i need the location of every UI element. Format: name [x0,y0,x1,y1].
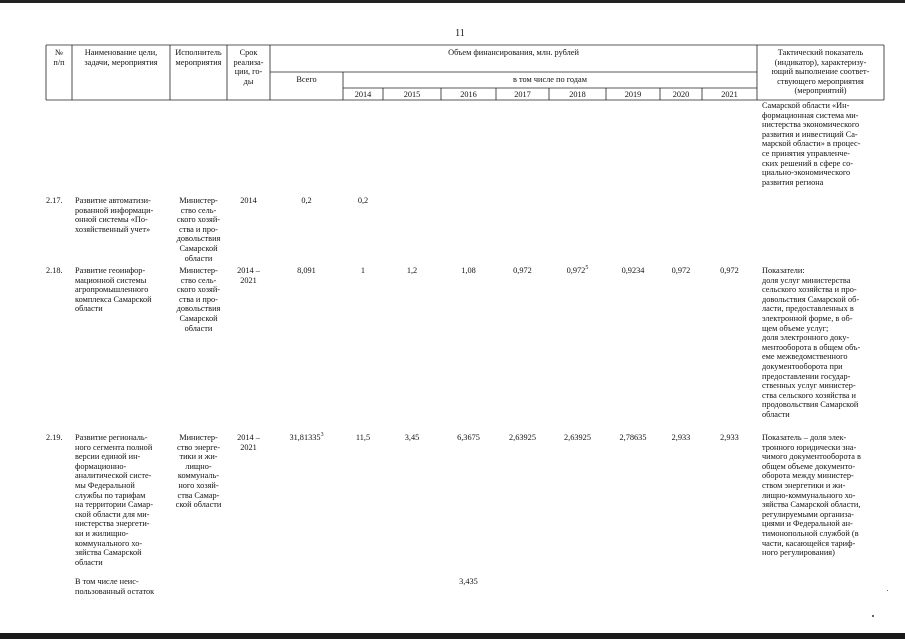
carryover-indicator: Самарской области «Ин- формационная система ми- нистерства экономического развития и инвестиций Са- марской области» в процес- се принятия управленче- ских решений в сфере со- циально-экономического развития региона [762,101,861,187]
header-year-2019: 2019 [624,90,642,99]
scan-speck [887,590,888,591]
row-2-18-num: 2.18. [46,266,63,275]
row-2-19-total [270,431,343,442]
header-year-2016: 2016 [460,90,477,99]
row-2-19-total-value: 31,81335 [289,432,321,442]
header-num: № п/п [53,48,65,67]
row-2-18-y2016: 1,08 [461,266,476,275]
header-year-2020: 2020 [672,90,690,99]
scan-bottom-edge [0,633,905,639]
header-executor: Исполнитель мероприятия [175,48,222,67]
header-indicator: Тактический показатель (индикатор), характеризу- ющий выполнение соответ- ствующего мероприятия (мероприятий) [771,48,870,96]
row-2-17-executor: Министер- ство сель- ского хозяй- ства и про- довольствия Самарской области [176,196,221,263]
row-2-17-name: Развитие автоматизи- рованной информаци- онной системы «По- хозяйственный учет» [75,196,154,234]
row-2-17-term: 2014 [240,196,257,205]
subrow-name: В том числе неис- пользованный остаток [75,577,155,596]
page-number: 11 [455,28,465,39]
row-2-19-executor: Министер- ство энерге- тики и жи- лищно- коммуналь- ного хозяй- ства Самар- ской области [175,433,222,510]
row-2-19-y2014: 11,5 [355,433,371,442]
row-2-18-y2020: 0,972 [671,266,691,275]
header-term: Срок реализа- ции, го- ды [233,48,264,86]
row-2-18-term: 2014 – 2021 [237,266,260,285]
row-2-18-indicator: Показатели: доля услуг министерства сельского хозяйства и про- довольствия Самарской об- ласти, предоставленных в электронной форме, в об- щем объеме услуг; доля электронного доку- ментооборота в общем объ- еме межведомственного документооборота при предоставлении государ- ственных услуг министер- ства сельского хозяйства и продовольствия Самарской области [762,266,861,419]
header-total: Всего [296,75,317,84]
row-2-18-y2021: 0,972 [720,266,739,275]
row-2-18-y2015: 1,2 [406,266,418,275]
row-2-18-y2019: 0,9234 [621,266,645,275]
row-2-18-y2018-footnote: 5 [585,265,589,271]
row-2-19-indicator: Показатель – доля элек- тронного юридически зна- чимого документооборота в общем объеме документо- оборота между министер- ством энергетики и жи- лищно-коммунального хо- зяйства Самарской области, регулируемыми организа- циями и Федеральной ан- тимонопольной службой (в части, касающейся тариф- ного регулирования) [762,433,861,558]
row-2-19-y2021: 2,933 [720,433,739,442]
header-year-2015: 2015 [403,90,421,99]
row-2-17-total: 0,2 [301,196,312,205]
header-year-2018: 2018 [569,90,586,99]
row-2-19-name: Развитие региональ- ного сегмента полной версии единой ин- формационно- аналитической систе- мы Федеральной службы по тарифам на территории Самар- ской области для ми- нистерства энергети- ки и жилищно- коммунального хо- зяйства Самарской области [75,433,154,567]
header-by-year: в том числе по годам [513,75,587,84]
header-funding: Объем финансирования, млн. рублей [448,48,579,57]
row-2-18-executor: Министер- ство сель- ского хозяй- ства и про- довольствия Самарской области [176,266,221,333]
row-2-18-name: Развитие геоинфор- мационной системы агропромышленного комплекса Самарской области [75,266,152,314]
header-year-2017: 2017 [514,90,531,99]
header-name: Наименование цели, задачи, мероприятия [84,48,158,67]
row-2-19-term: 2014 – 2021 [237,433,260,452]
row-2-19-y2015: 3,45 [404,433,420,442]
row-2-19-total-footnote: 3 [320,432,324,438]
row-2-19-y2018: 2,63925 [564,433,591,442]
row-2-19-y2019: 2,78635 [619,433,647,442]
row-2-18-y2018-value: 0,972 [566,265,586,275]
row-2-19-num: 2.19. [46,433,63,442]
row-2-18-y2017: 0,972 [513,266,532,275]
scan-speck [872,615,874,617]
row-2-19-y2017: 2,63925 [509,433,536,442]
header-year-2014: 2014 [354,90,372,99]
row-2-17-num: 2.17. [46,196,63,205]
row-2-18-y2018 [549,264,606,275]
row-2-19-y2020: 2,933 [671,433,691,442]
row-2-18-y2014: 1 [360,266,366,275]
row-2-19-y2016: 6,3675 [457,433,480,442]
header-year-2021: 2021 [721,90,738,99]
row-2-17-y2014: 0,2 [357,196,369,205]
subrow-y2016: 3,435 [459,577,478,586]
row-2-18-total: 8,091 [297,266,316,275]
